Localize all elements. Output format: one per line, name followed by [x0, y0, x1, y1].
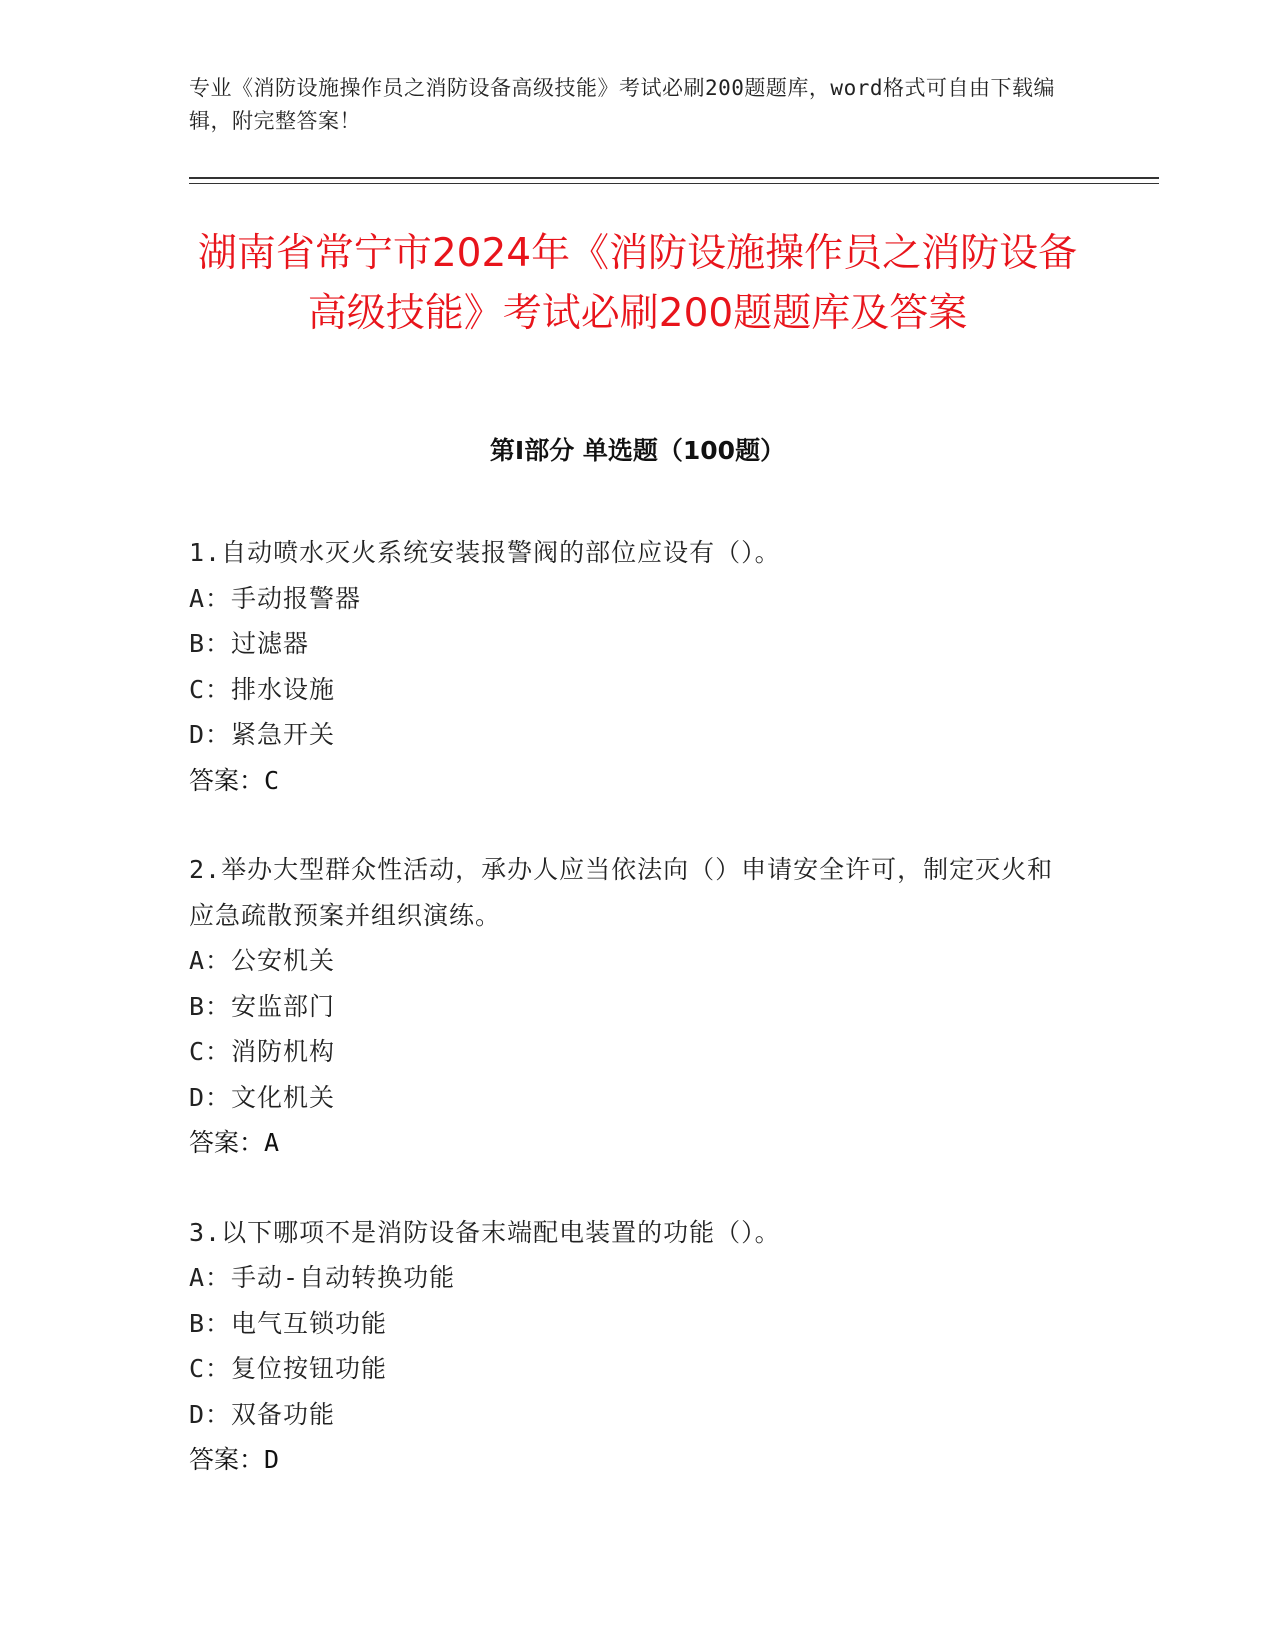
option-c: C：复位按钮功能 [189, 1354, 388, 1383]
answer-value: C [264, 765, 280, 795]
option-b: B：电气互锁功能 [189, 1308, 388, 1338]
section-heading: 第Ⅰ部分 单选题（100题） [489, 436, 786, 465]
question-stem: 2.举办大型群众性活动，承办人应当依法向（）申请安全许可，制定灭火和应急疏散预案并组织演练。 [189, 855, 1054, 930]
question-item [189, 1210, 1079, 1483]
question-item [189, 847, 1079, 1166]
answer-label: 答案： [189, 765, 265, 795]
header-divider-thick [189, 177, 1159, 179]
answer-line [189, 1437, 1079, 1483]
option-d: D：文化机关 [189, 1082, 336, 1112]
answer-line [189, 1120, 1079, 1166]
option-b: B：安监部门 [189, 991, 336, 1021]
option-c: C：排水设施 [189, 674, 336, 704]
option-a: A：手动-自动转换功能 [189, 1263, 456, 1292]
answer-label: 答案： [189, 1445, 265, 1474]
answer-line [189, 758, 1079, 804]
option-a: A：手动报警器 [189, 583, 362, 613]
header-note: 专业《消防设施操作员之消防设备高级技能》考试必刷200题题库，word格式可自由下载编辑，附完整答案！ [189, 76, 1055, 133]
answer-value: A [264, 1128, 280, 1157]
option-d: D：双备功能 [189, 1399, 336, 1429]
question-stem: 1.自动喷水灭火系统安装报警阀的部位应设有（）。 [189, 538, 781, 567]
question-item [189, 530, 1079, 803]
option-c: C：消防机构 [189, 1037, 336, 1066]
option-a: A：公安机关 [189, 946, 336, 975]
answer-value: D [264, 1445, 280, 1474]
question-stem: 3.以下哪项不是消防设备末端配电装置的功能（）。 [189, 1217, 781, 1247]
document-title: 湖南省常宁市2024年《消防设施操作员之消防设备高级技能》考试必刷200题题库及答案 [197, 231, 1078, 336]
question-list [189, 530, 1079, 1527]
option-d: D：紧急开关 [189, 720, 336, 749]
header-divider-thin [189, 183, 1159, 184]
option-b: B：过滤器 [189, 629, 310, 658]
answer-label: 答案： [189, 1128, 265, 1157]
